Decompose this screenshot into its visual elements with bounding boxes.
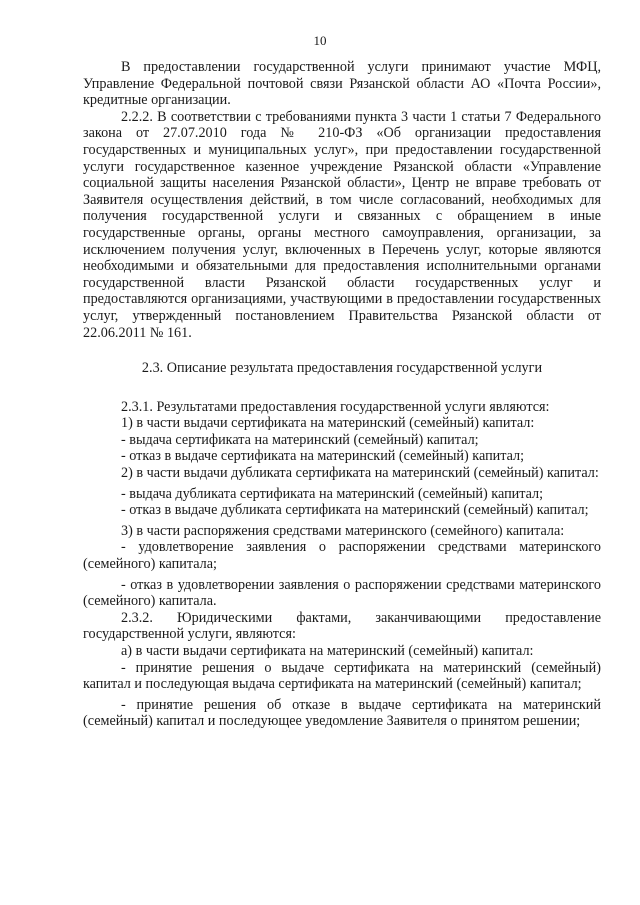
list-item-a-2: - принятие решения об отказе в выдаче сертификата на материнский (семейный) капитал и последующее уведомление Заявителя о принятом решении; <box>83 696 601 730</box>
list-item-3: 3) в части распоряжения средствами материнского (семейного) капитала: <box>121 522 565 539</box>
section-heading-2-3: 2.3. Описание результата предоставления государственной услуги <box>141 360 543 377</box>
paragraph-2-2-2: 2.2.2. В соответствии с требованиями пункта 3 части 1 статьи 7 Федерального закона от 27.07.2010 года № 210-ФЗ «Об организации предоставления государственных и муниципальных услуг», при предоставлении государственной услуги государственное казенное учреждение Рязанской области «Управление социальной защиты населения Рязанской области», Центр не вправе требовать от Заявителя осуществления действий, в том числе согласований, необходимых для получения государственной услуги и связанных с обращением в иные государственные органы, органы местного самоуправления, организации, за исключением получения услуг, включенных в Перечень услуг, которые являются необходимыми и обязательными для предоставления исполнительными органами государственной власти Рязанской области государственных услуг и предоставляются организациями, участвующими в предоставлении государственных услуг, утвержденный постановлением Правительства Рязанской области от 22.06.2011 № 161. <box>83 108 601 341</box>
list-item-2: 2) в части выдачи дубликата сертификата на материнский (семейный) капитал: <box>121 465 599 482</box>
list-item-1-b: - отказ в выдаче сертификата на материнский (семейный) капитал; <box>121 448 525 465</box>
paragraph-2-3-2: 2.3.2. Юридическими фактами, заканчивающими предоставление государственной услуги, являются: <box>83 609 601 643</box>
document-body <box>83 59 601 730</box>
paragraph-2-3-1: 2.3.1. Результатами предоставления государственной услуги являются: <box>121 398 550 415</box>
page-number: 10 <box>313 33 327 48</box>
list-item-1-a: - выдача сертификата на материнский (семейный) капитал; <box>121 431 479 448</box>
paragraph-intro-participants: В предоставлении государственной услуги принимают участие МФЦ, Управление Федеральной почтовой связи Рязанской области АО «Почта России», кредитные организации. <box>83 59 601 109</box>
list-item-1: 1) в части выдачи сертификата на материнский (семейный) капитал: <box>121 415 535 432</box>
list-item-2-b: - отказ в выдаче дубликата сертификата на материнский (семейный) капитал; <box>121 502 589 519</box>
list-item-a: а) в части выдачи сертификата на материнский (семейный) капитал: <box>121 643 534 659</box>
list-item-a-1: - принятие решения о выдаче сертификата на материнский (семейный) капитал и последующая выдача сертификата на материнский (семейный) капитал; <box>83 659 601 693</box>
list-item-2-a: - выдача дубликата сертификата на материнский (семейный) капитал; <box>121 485 544 502</box>
list-item-3-b: - отказ в удовлетворении заявления о распоряжении средствами материнского (семейного) капитала. <box>83 576 601 610</box>
list-item-3-a: - удовлетворение заявления о распоряжении средствами материнского (семейного) капитала; <box>83 539 601 573</box>
